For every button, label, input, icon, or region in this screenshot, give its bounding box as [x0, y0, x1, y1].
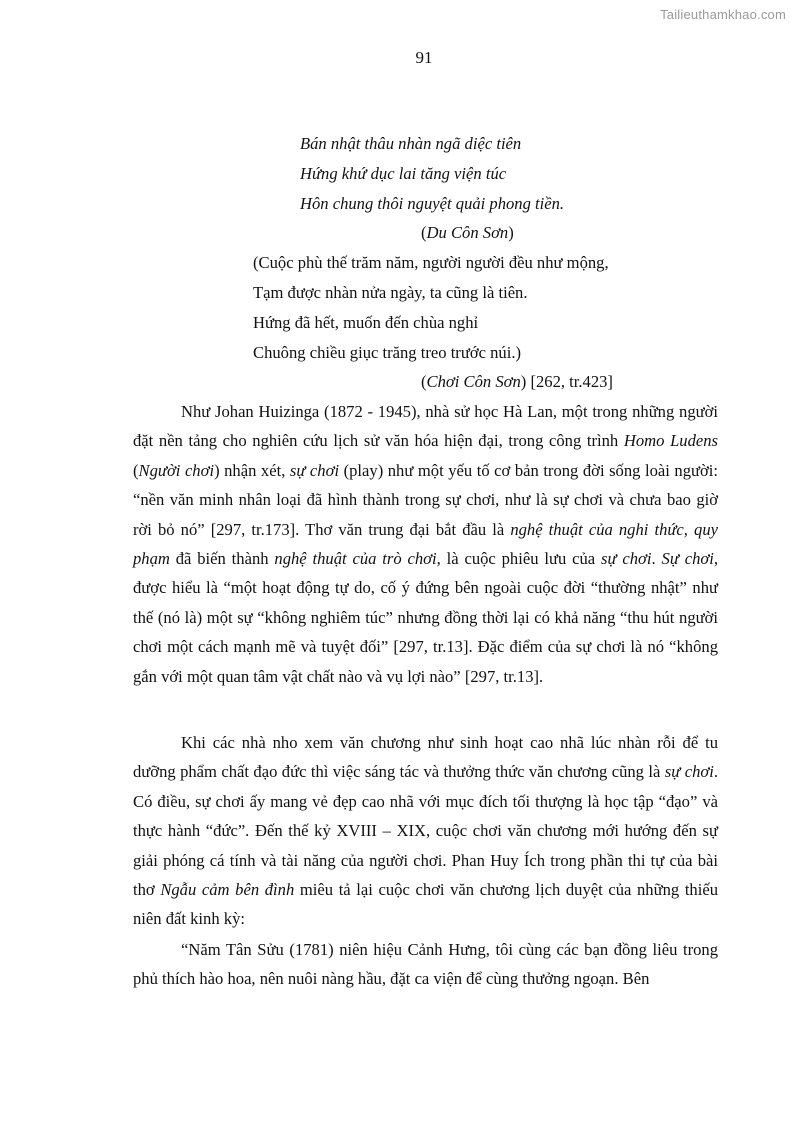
translation-line-3: Hứng đã hết, muốn đến chùa nghỉ: [253, 313, 479, 332]
translation-source: (Chơi Côn Sơn) [262, tr.423]: [421, 372, 613, 391]
page-number: 91: [415, 48, 433, 67]
poem-source: (Du Côn Sơn): [421, 223, 514, 242]
translation-line-4: Chuông chiều giục trăng treo trước núi.): [253, 343, 521, 362]
paragraph-huizinga: Như Johan Huizinga (1872 - 1945), nhà sử học Hà Lan, một trong những người đặt nền tảng cho nghiên cứu lịch sử văn hóa hiện đại, trong công trình Homo Ludens (Người chơi) nhận xét, sự chơi (play) như một yếu tố cơ bản trong đời sống loài người: “nền văn minh nhân loại đã hình thành trong sự chơi, như là sự chơi và chưa bao giờ rời bỏ nó” [297, tr.173]. Thơ văn trung đại bắt đầu là nghệ thuật của nghi thức, quy phạm đã biến thành nghệ thuật của trò chơi, là cuộc phiêu lưu của sự chơi. Sự chơi, được hiểu là “một hoạt động tự do, cố ý đứng bên ngoài cuộc đời “thường nhật” như thế (nó là) một sự “không nghiêm túc” nhưng đồng thời lại có khả năng “thu hút người chơi một cách mạnh mẽ và tuyệt đối” [297, tr.13]. Đặc điểm của sự chơi là nó “không gắn với một quan tâm vật chất nào và vụ lợi nào” [297, tr.13].: [133, 402, 719, 686]
translation-line-1: (Cuộc phù thế trăm năm, người người đều như mộng,: [253, 253, 609, 272]
watermark: Tailieuthamkhao.com: [660, 7, 786, 22]
poem-line-3: Hôn chung thôi nguyệt quải phong tiền.: [300, 194, 565, 213]
translation-line-2: Tạm được nhàn nửa ngày, ta cũng là tiên.: [253, 283, 528, 302]
paragraph-quote: “Năm Tân Sửu (1781) niên hiệu Cảnh Hưng, tôi cùng các bạn đồng liêu trong phủ thích hào hoa, nên nuôi nàng hầu, đặt ca viện để cùng thưởng ngoạn. Bên: [133, 940, 718, 989]
poem-line-1: Bán nhật thâu nhàn ngã diệc tiên: [300, 134, 522, 153]
paragraph-nha-nho: Khi các nhà nho xem văn chương như sinh hoạt cao nhã lúc nhàn rỗi để tu dưỡng phẩm chất đạo đức thì việc sáng tác và thưởng thức văn chương cũng là sự chơi. Có điều, sự chơi ấy mang vẻ đẹp cao nhã với mục đích tối thượng là học tập “đạo” và thực hành “đức”. Đến thế kỷ XVIII – XIX, cuộc chơi văn chương mới hướng đến sự giải phóng cá tính và tài năng của người chơi. Phan Huy Ích trong phần thi tự của bài thơ Ngẫu cảm bên đình miêu tả lại cuộc chơi văn chương lịch duyệt của những thiếu niên đất kinh kỳ:: [133, 733, 718, 929]
poem-line-2: Hứng khứ dục lai tăng viện túc: [300, 164, 507, 183]
